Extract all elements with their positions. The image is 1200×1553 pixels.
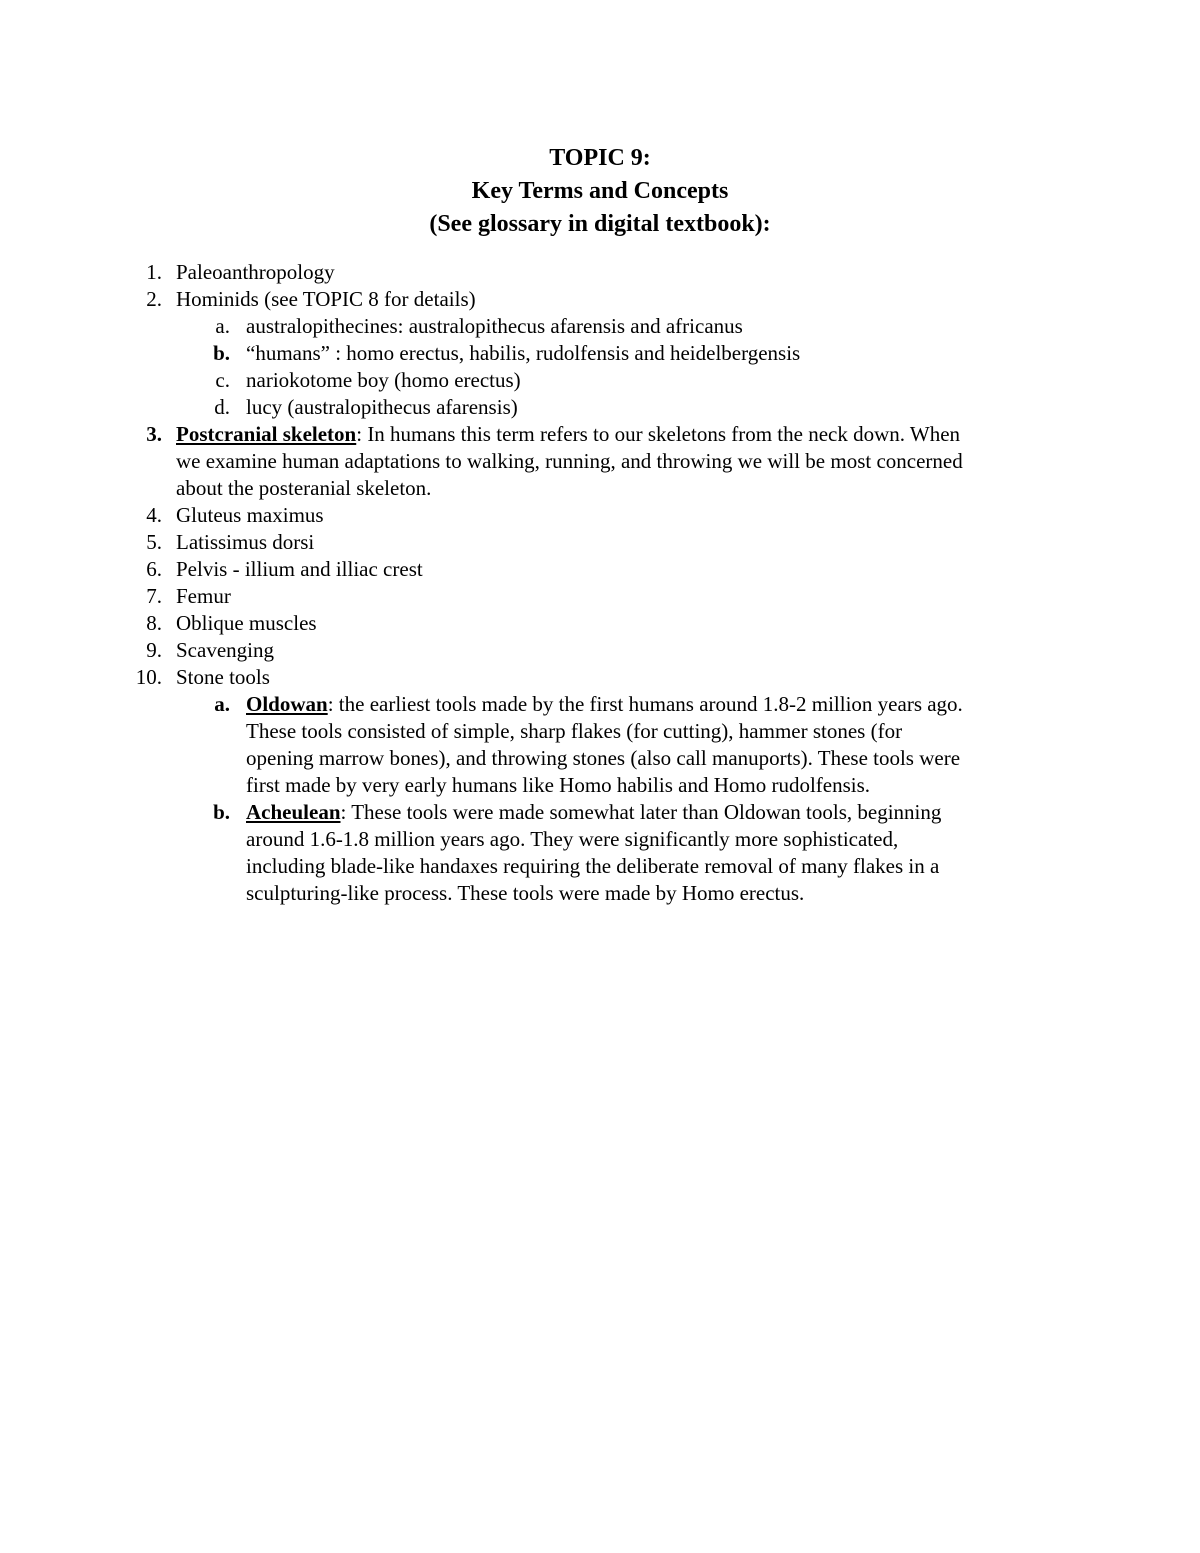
sub-list-item: [0, 340, 1200, 367]
sub-list-letter: c.: [215, 368, 230, 392]
list-number: 9.: [146, 638, 162, 662]
sub-list-item-text: [246, 691, 963, 718]
sub-list-letter: a.: [214, 692, 230, 716]
section-title: Key Terms and Concepts: [471, 178, 729, 204]
sub-list-letter: b.: [213, 800, 230, 824]
list-item-text: Hominids (see TOPIC 8 for details): [176, 287, 476, 311]
sub-list-item-continuation: [0, 772, 1200, 799]
definition-text: : In humans this term refers to our skeletons from the neck down. When: [356, 422, 961, 446]
sub-list-letter: d.: [214, 395, 230, 419]
list-number: 3.: [146, 422, 162, 446]
sub-list-item: [0, 799, 1200, 826]
term-oldowan: Oldowan: [246, 692, 328, 716]
list-item-text: [176, 421, 960, 448]
sub-list-item-continuation: [0, 826, 1200, 853]
list-item-text: Latissimus dorsi: [176, 530, 315, 554]
definition-text: first made by very early humans like Homo habilis and Homo rudolfensis.: [246, 773, 871, 797]
list-item: [0, 421, 1200, 448]
key-terms-list: [0, 259, 1200, 907]
sub-list-item-continuation: [0, 880, 1200, 907]
list-item-text: Stone tools: [176, 665, 270, 689]
list-item: [0, 583, 1200, 610]
sub-list-letter: b.: [213, 341, 230, 365]
definition-text: opening marrow bones), and throwing stones (also call manuports). These tools were: [246, 746, 961, 770]
definition-text: including blade-like handaxes requiring the deliberate removal of many flakes in a: [246, 854, 940, 878]
definition-text: we examine human adaptations to walking, running, and throwing we will be most concerned: [176, 449, 963, 473]
list-item-continuation: [0, 448, 1200, 475]
sub-list-item-text: australopithecines: australopithecus afarensis and africanus: [246, 314, 743, 338]
list-number: 10.: [135, 665, 162, 689]
sub-list-item-text: [246, 799, 941, 826]
list-item: [0, 637, 1200, 664]
list-item: [0, 259, 1200, 286]
term-postcranial-skeleton: Postcranial skeleton: [176, 422, 357, 446]
list-item: [0, 664, 1200, 691]
sub-list-letter: a.: [215, 314, 230, 338]
definition-text: about the posteranial skeleton.: [176, 476, 432, 500]
list-item: [0, 529, 1200, 556]
sub-list-item: [0, 394, 1200, 421]
sub-list-item-text: nariokotome boy (homo erectus): [246, 368, 521, 392]
list-number: 6.: [146, 557, 162, 581]
list-number: 2.: [146, 287, 162, 311]
sub-list-item: [0, 691, 1200, 718]
document-header: [0, 142, 1200, 241]
list-item: [0, 286, 1200, 313]
definition-text: : These tools were made somewhat later than Oldowan tools, beginning: [340, 800, 942, 824]
sub-list-item-continuation: [0, 718, 1200, 745]
list-number: 5.: [146, 530, 162, 554]
sub-list-item: [0, 367, 1200, 394]
list-item-text: Gluteus maximus: [176, 503, 324, 527]
sub-list-item-continuation: [0, 745, 1200, 772]
sub-list-item-continuation: [0, 853, 1200, 880]
list-item-text: Paleoanthropology: [176, 260, 335, 284]
sub-list-item-text: “humans” : homo erectus, habilis, rudolfensis and heidelbergensis: [246, 341, 801, 365]
list-item-text: Scavenging: [176, 638, 274, 662]
sub-list-item: [0, 313, 1200, 340]
list-item-text: Femur: [176, 584, 231, 608]
list-item: [0, 556, 1200, 583]
topic-title: TOPIC 9:: [549, 145, 651, 171]
list-number: 1.: [146, 260, 162, 284]
list-number: 4.: [146, 503, 162, 527]
definition-text: around 1.6-1.8 million years ago. They were significantly more sophisticated,: [246, 827, 899, 851]
list-item: [0, 502, 1200, 529]
list-item-text: Oblique muscles: [176, 611, 317, 635]
list-number: 7.: [146, 584, 162, 608]
list-item-text: Pelvis - illium and illiac crest: [176, 557, 423, 581]
term-acheulean: Acheulean: [246, 800, 341, 824]
definition-text: These tools consisted of simple, sharp flakes (for cutting), hammer stones (for: [246, 719, 903, 743]
definition-text: : the earliest tools made by the first humans around 1.8-2 million years ago.: [327, 692, 963, 716]
glossary-note: (See glossary in digital textbook):: [429, 211, 771, 237]
list-item: [0, 610, 1200, 637]
sub-list-item-text: lucy (australopithecus afarensis): [246, 395, 518, 419]
definition-text: sculpturing-like process. These tools were made by Homo erectus.: [246, 881, 805, 905]
list-number: 8.: [146, 611, 162, 635]
list-item-continuation: [0, 475, 1200, 502]
